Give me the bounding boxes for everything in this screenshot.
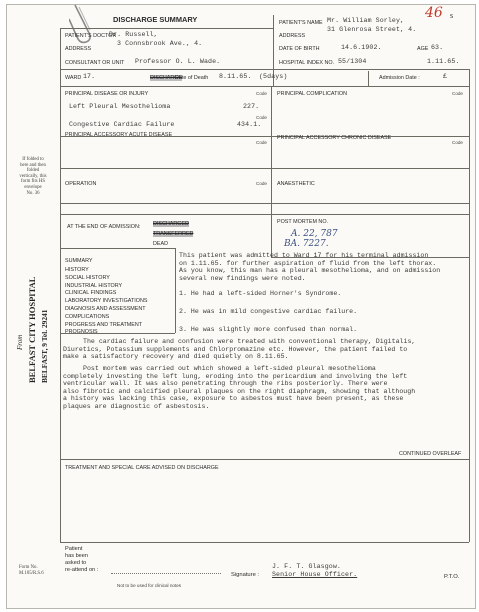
- acute-code-label: Code: [256, 140, 267, 145]
- summary-item: LABORATORY INVESTIGATIONS: [65, 298, 148, 305]
- principal-complication-label: PRINCIPAL COMPLICATION: [277, 91, 347, 97]
- accessory-chronic-label: PRINCIPAL ACCESSORY CHRONIC DISEASE: [277, 135, 392, 141]
- hospital-index-label: HOSPITAL INDEX NO.: [279, 60, 335, 66]
- hospital-index-date: 1.11.65.: [427, 58, 460, 65]
- continued-overleaf: CONTINUED OVERLEAF: [399, 451, 462, 457]
- fold-note-line: here and then: [20, 162, 46, 168]
- end-of-admission-label: AT THE END OF ADMISSION:: [67, 224, 141, 230]
- diagnosis-2-code-label: Code: [256, 115, 267, 120]
- date-of-death: 8.11.65.: [219, 73, 252, 80]
- reattend-line: has been: [65, 553, 89, 559]
- treatment-label: TREATMENT AND SPECIAL CARE ADVISED ON DISCHARGE: [65, 465, 219, 471]
- option-transferred: TRANSFERRED: [153, 231, 194, 237]
- ward-label: WARD: [65, 75, 82, 81]
- complication-code-label: Code: [452, 91, 463, 96]
- patients-doctor-label: PATIENT'S DOCTOR: [65, 33, 117, 39]
- dob-value: 14.6.1902.: [341, 44, 382, 51]
- summary-paragraph-3: [63, 365, 415, 411]
- diagnosis-1-name: Left Pleural Mesothelioma: [69, 103, 171, 110]
- summary-line: make a satisfactory recovery and died quietly on 8.11.65.: [63, 353, 289, 361]
- diagnosis-1-code: 227.: [243, 103, 260, 110]
- operation-label: OPERATION: [65, 181, 97, 187]
- consultant-name: Professor O. L. Wade.: [135, 58, 221, 65]
- fold-note-line: If folded to: [22, 157, 44, 162]
- summary-paragraph-2: [63, 338, 415, 361]
- fold-note-line: form fits HS: [21, 179, 45, 185]
- side-hospital-address: BELFAST, 9 Tel. 29241: [40, 309, 49, 383]
- summary-item: CLINICAL FINDINGS: [65, 290, 117, 297]
- admission-date-label: Admission Date :: [379, 75, 420, 81]
- reattend-line: re-attend on :: [65, 567, 99, 573]
- summary-line: As you know, this man has a pleural mesothelioma, and on admission: [179, 267, 441, 275]
- consultant-label: CONSULTANT OR UNIT: [65, 60, 125, 66]
- summary-line: Diuretics, Potassium supplements and Chlorpromazine etc. However, the patient failed to: [63, 345, 408, 353]
- summary-item: COMPLICATIONS: [65, 313, 110, 320]
- principal-code-label: Code: [256, 91, 267, 96]
- fold-note-line: folded: [26, 168, 40, 174]
- finding-1: [179, 290, 341, 298]
- post-mortem-number-1: A. 22, 787: [291, 229, 338, 239]
- signatory-name: J. F. T. Glasgow.: [272, 563, 341, 570]
- patient-address-label: ADDRESS: [279, 33, 306, 39]
- patient-name: Mr. William Sorley,: [327, 17, 405, 24]
- summary-line: a history was lacking this case, exposure to asbestos must have been present, as these: [63, 395, 404, 403]
- signature-label: Signature :: [231, 572, 260, 578]
- finding-number: 1.: [179, 290, 187, 297]
- reattend-line: asked to: [65, 560, 87, 566]
- summary-line: The cardiac failure and confusion were treated with conventional therapy, Digitalis,: [83, 338, 416, 345]
- discharge-label: DISCHARGE: [150, 75, 183, 81]
- finding-3: [179, 326, 357, 334]
- diagnosis-2-code: 434.1.: [237, 121, 262, 128]
- age-value: 63.: [431, 44, 444, 51]
- fold-note: [9, 157, 57, 196]
- diagnosis-2-name: Congestive Cardiac Failure: [69, 121, 175, 128]
- finding-number: 2.: [179, 308, 187, 315]
- form-code-line: M.105/R.S.6: [19, 571, 44, 576]
- reattend-block: [65, 546, 98, 574]
- form-title: DISCHARGE SUMMARY: [113, 15, 198, 24]
- summary-line: plaques are diagnostic of asbestosis.: [63, 402, 210, 410]
- summary-line: on 1.11.65. for further aspiration of fluid from the left thorax.: [179, 259, 437, 267]
- form-code: [19, 565, 44, 577]
- operation-code-label: Code: [256, 181, 267, 186]
- patients-name-label: PATIENT'S NAME: [279, 20, 323, 26]
- accessory-acute-label: PRINCIPAL ACCESSORY ACUTE DISEASE: [65, 132, 173, 138]
- paper-clip-icon: [69, 3, 95, 47]
- fold-note-line: envelope: [24, 184, 42, 190]
- summary-item: HISTORY: [65, 267, 89, 273]
- admission-date-mark: £: [443, 73, 448, 80]
- dob-label: DATE OF BIRTH: [279, 46, 320, 52]
- summary-item: SOCIAL HISTORY: [65, 274, 110, 281]
- summary-heading: SUMMARY: [65, 258, 93, 264]
- summary-line: also fibrotic and calcified pleural plaques on the right diaphragm, showing that although: [63, 387, 416, 395]
- not-clinical-note: Not to be used for clinical notes: [117, 583, 182, 588]
- summary-line: completely investing the left lung, eroding into the pericardium and involving the left: [63, 372, 408, 380]
- patient-address: 31 Glenrosa Street, 4.: [327, 26, 417, 33]
- option-discharged: DISCHARGED: [153, 221, 189, 227]
- doctor-address: 3 Connsbrook Ave., 4.: [117, 40, 203, 47]
- summary-item: DIAGNOSIS AND ASSESSMENT: [65, 305, 146, 312]
- summary-intro: [179, 252, 440, 282]
- summary-line: ventricular wall. It was also penetrating through the ribs posteriorly. There were: [63, 380, 388, 388]
- fold-note-line: No. 36: [26, 190, 40, 196]
- pto-label: P.T.O.: [444, 574, 460, 580]
- fold-note-line: vertically, this: [19, 173, 47, 179]
- finding-text: He was slightly more confused than normal.: [190, 326, 358, 333]
- date-of-death-label: Date of Death: [175, 75, 209, 81]
- finding-number: 3.: [179, 326, 187, 333]
- summary-item: PROGNOSIS: [65, 329, 98, 336]
- length-of-stay: (5days): [259, 73, 288, 80]
- ward-value: 17.: [83, 73, 96, 80]
- side-from: From: [16, 334, 24, 350]
- doctor-name: Dr. Russell,: [109, 31, 158, 38]
- chronic-code-label: Code: [452, 140, 463, 145]
- post-mortem-number-2: BA. 7227.: [284, 239, 329, 249]
- page-number-suffix: s: [450, 11, 454, 20]
- summary-item: PROGRESS AND TREATMENT: [65, 321, 143, 328]
- post-mortem-label: POST MORTEM NO.: [277, 219, 329, 225]
- principal-disease-label: PRINCIPAL DISEASE OR INJURY: [65, 91, 149, 97]
- reattend-line: Patient: [65, 546, 83, 552]
- signatory-title: Senior House Officer.: [272, 571, 358, 578]
- finding-text: He was in mild congestive cardiac failure.: [190, 308, 358, 315]
- finding-2: [179, 308, 357, 316]
- summary-line: Post mortem was carried out which showed a left-sided pleural mesothelioma: [83, 365, 376, 372]
- form-code-line: Form No.: [19, 565, 38, 570]
- summary-item: INDUSTRIAL HISTORY: [65, 282, 123, 289]
- summary-items: [65, 267, 147, 337]
- summary-line: several new findings were noted.: [179, 274, 306, 282]
- doctor-address-label: ADDRESS: [65, 46, 92, 52]
- option-dead: DEAD: [153, 241, 168, 247]
- discharge-summary-form: [6, 4, 476, 609]
- summary-line: This patient was admitted to Ward 17 for his terminal admission: [179, 252, 429, 259]
- anaesthetic-label: ANAESTHETIC: [277, 181, 315, 187]
- hospital-index: 55/1304: [338, 58, 367, 65]
- finding-text: He had a left-sided Horner's Syndrome.: [190, 290, 342, 297]
- page-number: 46: [425, 5, 443, 21]
- age-label: AGE: [417, 46, 429, 52]
- side-hospital-name: BELFAST CITY HOSPITAL: [27, 276, 37, 383]
